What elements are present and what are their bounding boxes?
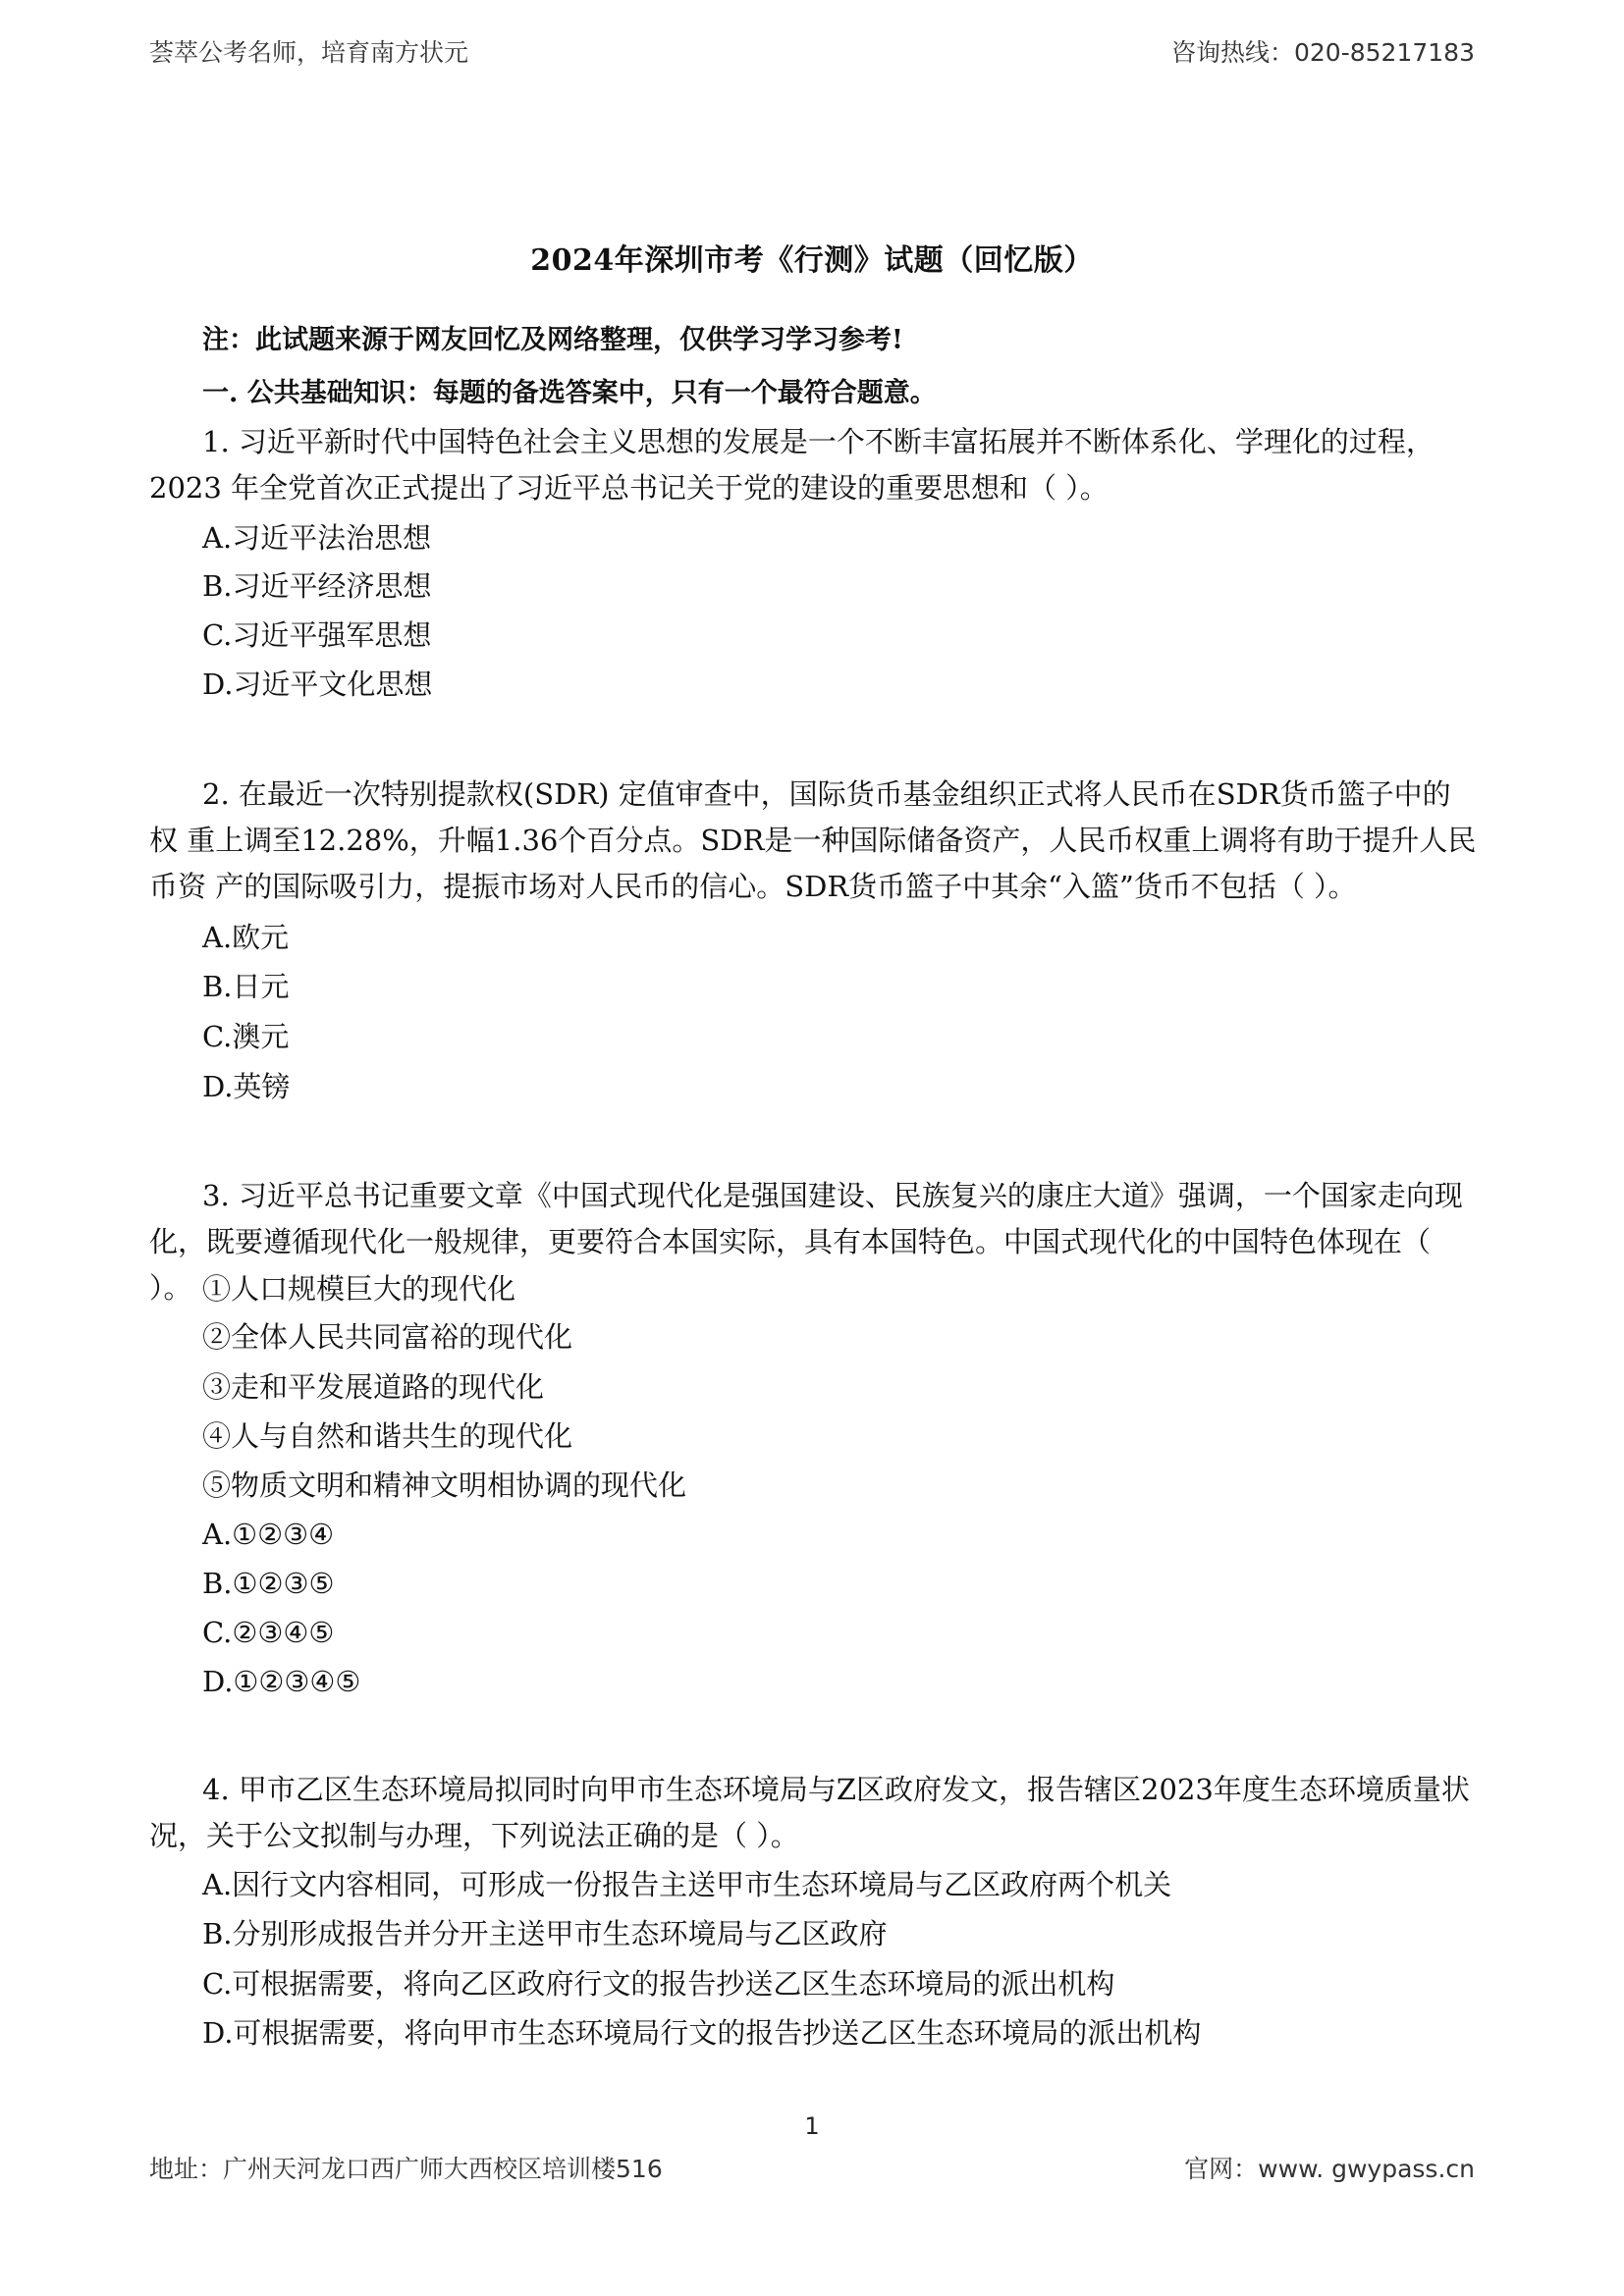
- question-3-item-1: ①人口规模巨大的现代化: [202, 1272, 516, 1306]
- question-3-option-c: C.②③④⑤: [202, 1616, 335, 1649]
- footer-address: 地址：广州天河龙口西广师大西校区培训楼516: [149, 2155, 663, 2183]
- question-1-option-b: B.习近平经济思想: [202, 569, 432, 603]
- question-4-stem: 4. 甲市乙区生态环境局拟同时向甲市生态环境局与Z区政府发文，报告辖区2023年度生态环境质量状况，关于公文拟制与办理，下列说法正确的是（ ）。: [149, 1773, 1470, 1852]
- header-hotline: 咨询热线：020-85217183: [1171, 38, 1475, 67]
- question-3-option-a: A.①②③④: [202, 1518, 335, 1551]
- header-slogan: 荟萃公考名师，培育南方状元: [149, 38, 469, 67]
- question-1-option-a: A.习近平法治思想: [202, 521, 432, 555]
- page-footer: [149, 2146, 1475, 2189]
- question-1-option-c: C.习近平强军思想: [202, 618, 432, 652]
- question-3-option-b: B.①②③⑤: [202, 1567, 335, 1600]
- question-2-option-a: A.欧元: [202, 921, 290, 954]
- question-4-option-c: C.可根据需要，将向乙区政府行文的报告抄送乙区生态环境局的派出机构: [202, 1967, 1115, 2001]
- question-3-item-3: ③走和平发展道路的现代化: [202, 1370, 545, 1404]
- section-heading: 一. 公共基础知识：每题的备选答案中，只有一个最符合题意。: [202, 378, 937, 408]
- page-number: 1: [804, 2112, 820, 2140]
- question-4-option-b: B.分别形成报告并分开主送甲市生态环境局与乙区政府: [202, 1917, 888, 1950]
- question-4-option-a: A.因行文内容相同，可形成一份报告主送甲市生态环境局与乙区政府两个机关: [202, 1868, 1172, 1901]
- question-2-option-c: C.澳元: [202, 1020, 290, 1053]
- question-3-item-4: ④人与自然和谐共生的现代化: [202, 1419, 573, 1453]
- question-3-item-5: ⑤物质文明和精神文明相协调的现代化: [202, 1468, 687, 1502]
- source-note: 注：此试题来源于网友回忆及网络整理，仅供学习学习参考!: [202, 325, 903, 355]
- footer-website: 官网：www. gwypass.cn: [1184, 2155, 1475, 2183]
- question-3-item-2: ②全体人民共同富裕的现代化: [202, 1320, 573, 1354]
- question-2-option-d: D.英镑: [202, 1070, 291, 1103]
- question-3-stem: 3. 习近平总书记重要文章《中国式现代化是强国建设、民族复兴的康庄大道》强调，一个国家走向现 化，既要遵循现代化一般规律，更要符合本国实际，具有本国特色。中国式现代化的中国特色体现在（ ）。: [149, 1179, 1463, 1305]
- document-title: 2024年深圳市考《行测》试题（回忆版）: [530, 243, 1094, 278]
- question-1-option-d: D.习近平文化思想: [202, 667, 433, 701]
- question-2-option-b: B.日元: [202, 970, 290, 1003]
- question-3-option-d: D.①②③④⑤: [202, 1665, 361, 1698]
- question-2-stem: 2. 在最近一次特别提款权(SDR) 定值审查中，国际货币基金组织正式将人民币在SDR货币篮子中的权 重上调至12.28%，升幅1.36个百分点。SDR是一种国际储备资产，人民币权重上调将有助于提升人民币资 产的国际吸引力，提振市场对人民币的信心。SDR货币篮子中其余“入篮”货币不包括（ ）。: [149, 777, 1477, 903]
- question-1-stem: 1. 习近平新时代中国特色社会主义思想的发展是一个不断丰富拓展并不断体系化、学理化的过程，2023 年全党首次正式提出了习近平总书记关于党的建设的重要思想和（ ）。: [149, 425, 1435, 505]
- question-4-option-d: D.可根据需要，将向甲市生态环境局行文的报告抄送乙区生态环境局的派出机构: [202, 2016, 1202, 2050]
